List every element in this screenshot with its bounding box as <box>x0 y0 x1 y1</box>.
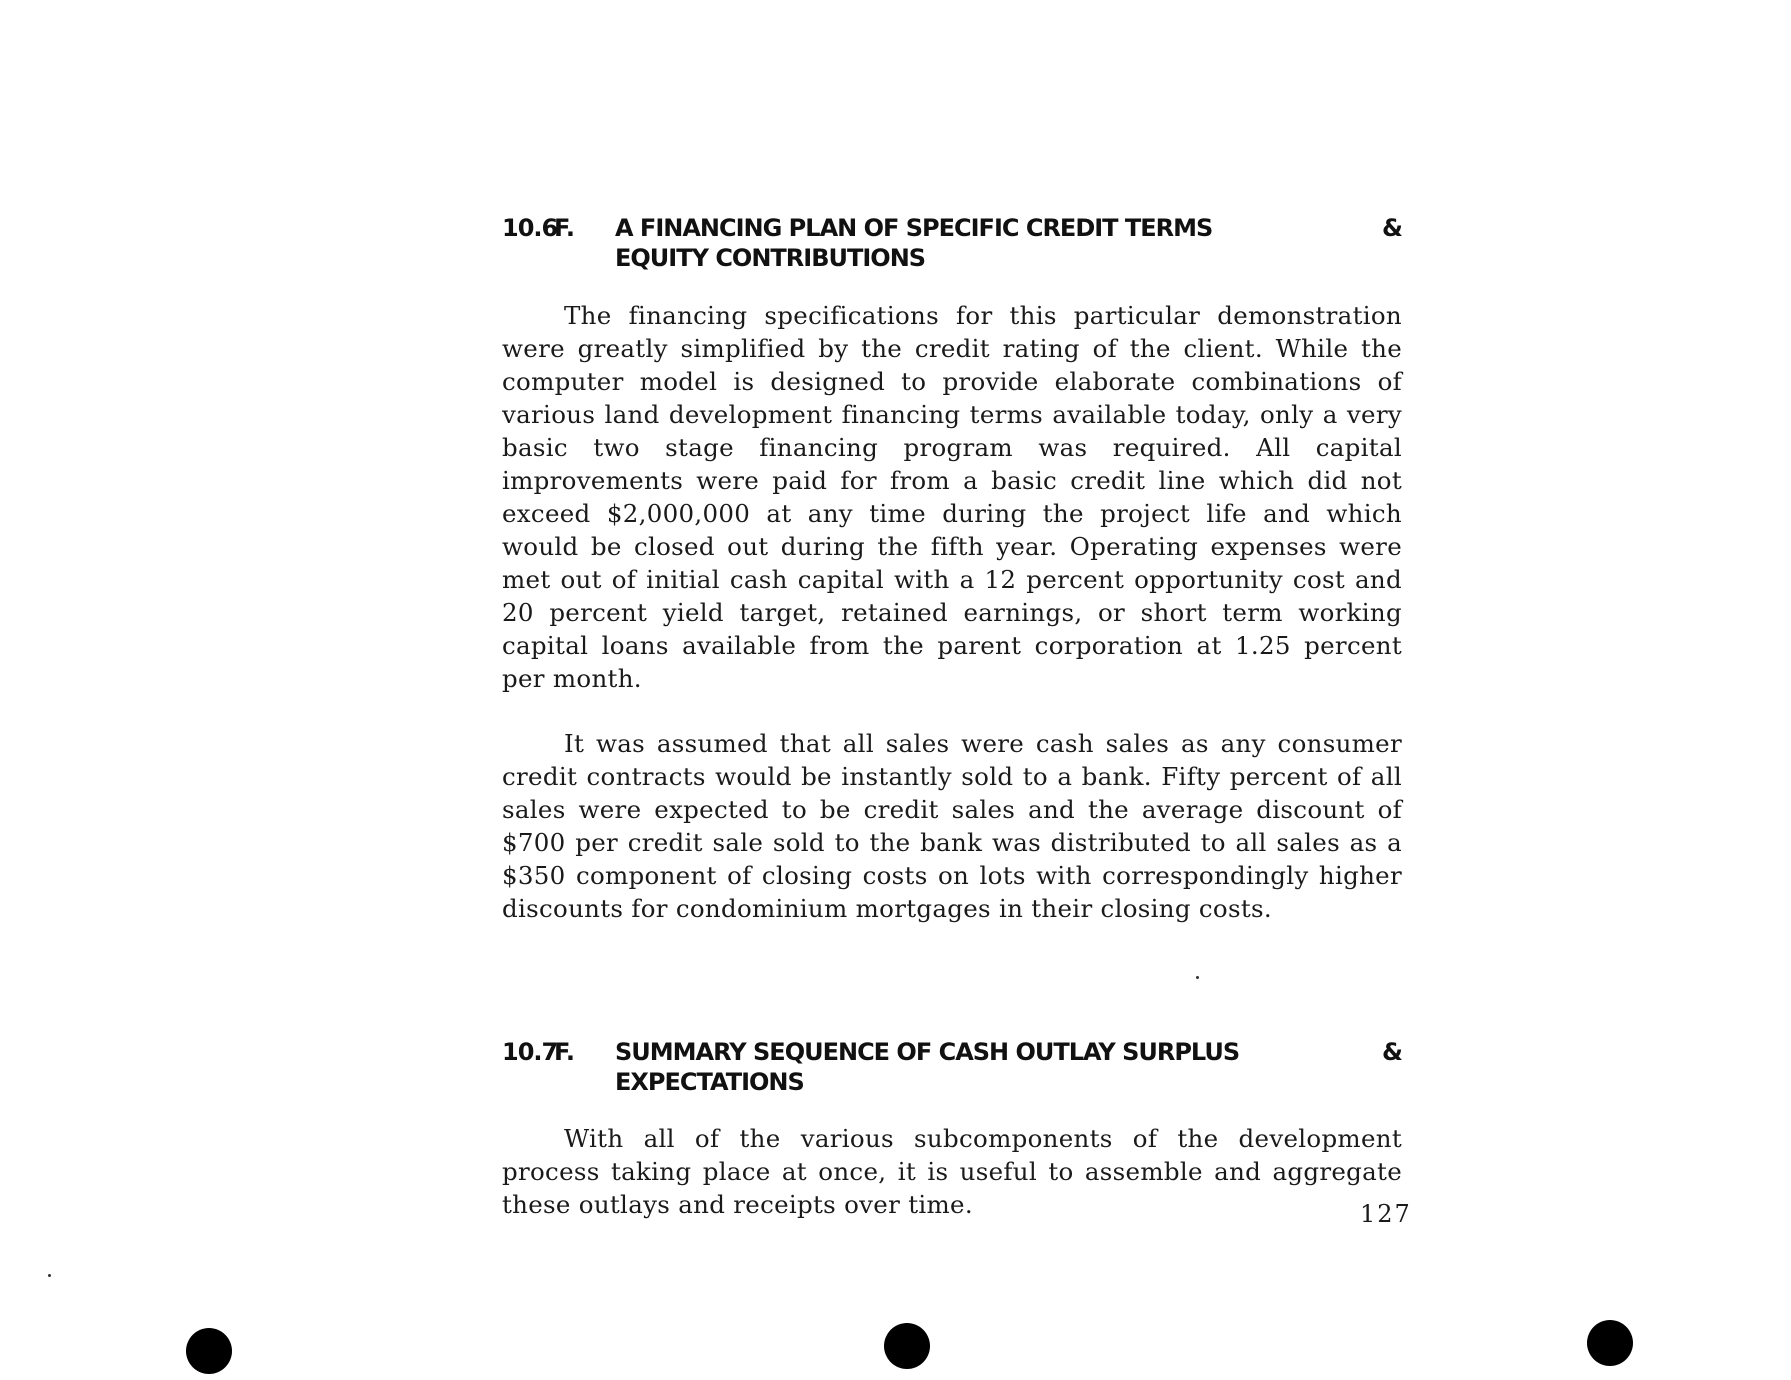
section-letter: F. <box>554 1038 574 1066</box>
ampersand: & <box>1382 1038 1402 1066</box>
punch-hole-center <box>884 1323 930 1369</box>
section-letter: F. <box>554 214 574 242</box>
scan-speck <box>48 1274 51 1277</box>
ampersand: & <box>1382 214 1402 242</box>
section-title: SUMMARY SEQUENCE OF CASH OUTLAY SURPLUS EXPECTATIONS <box>615 1038 1240 1096</box>
paragraph-cash-sales: It was assumed that all sales were cash sales as any consumer credit contracts would be instantly sold to a bank. Fifty percent of all sales were expected to be credit sales and the average discount of $700 per credit sale sold to the bank was distributed to all sales as a $350 component of closing costs on lots with correspondingly higher discounts for condominium mortgages in their closing costs. <box>502 729 1402 923</box>
punch-hole-left <box>186 1328 232 1374</box>
paragraph-subcomponents: With all of the various subcomponents of the development process taking place at once, it is useful to assemble and aggregate these outlays and receipts over time. <box>502 1124 1402 1219</box>
punch-hole-right <box>1587 1320 1633 1366</box>
section-number: 10.7 <box>502 1038 558 1066</box>
paragraph-financing-specifications: The financing specifications for this particular demonstration were greatly simplified by the credit rating of the client. While the computer model is designed to provide elaborate combinations of various land development financing terms available today, only a very basic two stage financing program was required. All capital improvements were paid for from a basic credit line which did not exceed $2,000,000 at any time during the project life and which would be closed out during the fifth year. Operating expenses were met out of initial cash capital with a 12 percent opportunity cost and 20 percent yield target, retained earnings, or short term working capital loans available from the parent corporation at 1.25 percent per month. <box>502 301 1402 693</box>
section-number: 10.6 <box>502 214 558 242</box>
scan-speck <box>1196 976 1199 979</box>
section-title: A FINANCING PLAN OF SPECIFIC CREDIT TERMS EQUITY CONTRIBUTIONS <box>615 214 1213 272</box>
page-number: 127 <box>1360 1200 1412 1228</box>
